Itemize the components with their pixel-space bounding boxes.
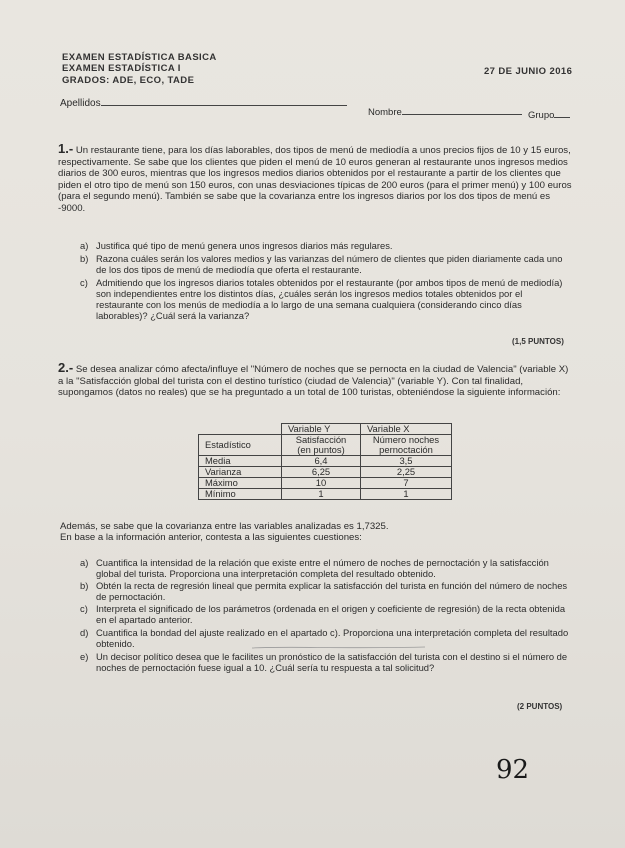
q1-item-c: c) Admitiendo que los ingresos diarios totales obtenidos por el restaurante (por ambos tipos de menú de mediodía) son independientes entre los distintos días, ¿cuáles serán los ingresos medios totales obtenidos por el restaurante con los menús de mediodía a lo largo de una semana cualquiera (considerando cinco días laborables)? ¿Cuál será la varianza? <box>80 277 563 321</box>
question-1-text: Un restaurante tiene, para los días laborables, dos tipos de menú de mediodía a unos precios fijos de 10 y 15 euros, respectivamente. Se sabe que los clientes que piden el menú de 10 euros generan al restaurante unos ingresos medios diarios de 300 euros, mientras que los ingresos medios diarios obtenidos por el restaurante a partir de los clientes que piden el otro tipo de menú son 150 euros, con unas desviaciones típicas de 200 euros (para el primer menú) y 100 euros (para el segundo menú). También se sabe que la covarianza entre los ingresos diarios por los dos tipos de menú es -9000. <box>58 145 572 214</box>
table-head-x: Variable X <box>361 424 452 435</box>
question-1-number: 1.- <box>58 141 74 156</box>
nombre-label: Nombre <box>368 107 402 118</box>
question-2 <box>58 362 573 399</box>
q2-item-a: a) Cuantifica la intensidad de la relación que existe entre el número de noches de pernoctación y la satisfacción global del turista. Proporciona una interpretación completa del resultado obtenido. <box>80 557 549 579</box>
apellidos-field <box>60 98 347 109</box>
table-subheader-row <box>199 435 452 456</box>
q1-item-a: a) Justifica qué tipo de menú genera unos ingresos diarios más regulares. <box>80 240 393 251</box>
table-row: Máximo 10 7 <box>199 478 452 489</box>
q2-points: (2 PUNTOS) <box>517 702 563 711</box>
q1-item-b: b) Razona cuáles serán los valores medios y las varianzas del número de clientes que piden diariamente cada uno de los dos tipos de menú de mediodía que oferta el restaurante. <box>80 253 563 275</box>
table-col-y: Satisfacción (en puntos) <box>282 435 361 456</box>
table-col-x: Número noches pernoctación <box>361 435 452 456</box>
exam-date: 27 DE JUNIO 2016 <box>484 66 573 77</box>
handwritten-score: 92 <box>496 755 530 785</box>
table-row: Media 6,4 3,5 <box>199 456 452 467</box>
exam-title: EXAMEN ESTADÍSTICA BASICA <box>62 52 217 63</box>
q2-item-e: e) Un decisor político desea que le facilites un pronóstico de la satisfacción del turista con el destino si el número de noches de pernoctación fuese igual a 10. ¿Cuál sería tu respuesta a tal solicitud? <box>80 651 568 673</box>
exam-subtitle: EXAMEN ESTADÍSTICA I <box>62 63 181 74</box>
statistics-table <box>198 423 452 500</box>
covariance-note: Además, se sabe que la covarianza entre las variables analizadas es 1,7325. <box>60 521 389 532</box>
table-col-estadistico: Estadístico <box>199 435 282 456</box>
grupo-label: Grupo <box>528 110 555 121</box>
grupo-field <box>528 110 570 121</box>
q1-points: (1,5 PUNTOS) <box>512 337 564 346</box>
table-row: Varianza 6,25 2,25 <box>199 467 452 478</box>
exam-degrees: GRADOS: ADE, ECO, TADE <box>62 75 195 86</box>
q2-item-d: d) Cuantifica la bondad del ajuste realizado en el apartado c). Proporciona una interpretación completa del resultado obtenido. <box>80 627 569 649</box>
table-header-row <box>199 424 452 435</box>
question-1 <box>58 143 573 214</box>
table-row: Mínimo 1 1 <box>199 489 452 500</box>
apellidos-label: Apellidos <box>60 98 101 109</box>
q2-item-b: b) Obtén la recta de regresión lineal que permita explicar la satisfacción del turista en función del número de noches de pernoctación. <box>80 580 568 602</box>
question-2-text: Se desea analizar cómo afecta/influye el "Número de noches que se pernocta en la ciudad de Valencia" (variable X) a la "Satisfacción global del turista con el destino turístico (ciudad de Valencia)" (variable Y). Con tal finalidad, supongamos (datos no reales) que se ha preguntado a un total de 100 turistas, obteniéndose la siguiente información: <box>58 364 569 398</box>
table-head-y: Variable Y <box>282 424 361 435</box>
pencil-scribble <box>250 640 430 654</box>
nombre-field <box>368 107 522 118</box>
q2-item-c: c) Interpreta el significado de los parámetros (ordenada en el origen y coeficiente de regresión) de la recta obtenida en el apartado anterior. <box>80 603 566 625</box>
question-2-number: 2.- <box>58 360 74 375</box>
instructions-note: En base a la información anterior, contesta a las siguientes cuestiones: <box>60 532 362 543</box>
